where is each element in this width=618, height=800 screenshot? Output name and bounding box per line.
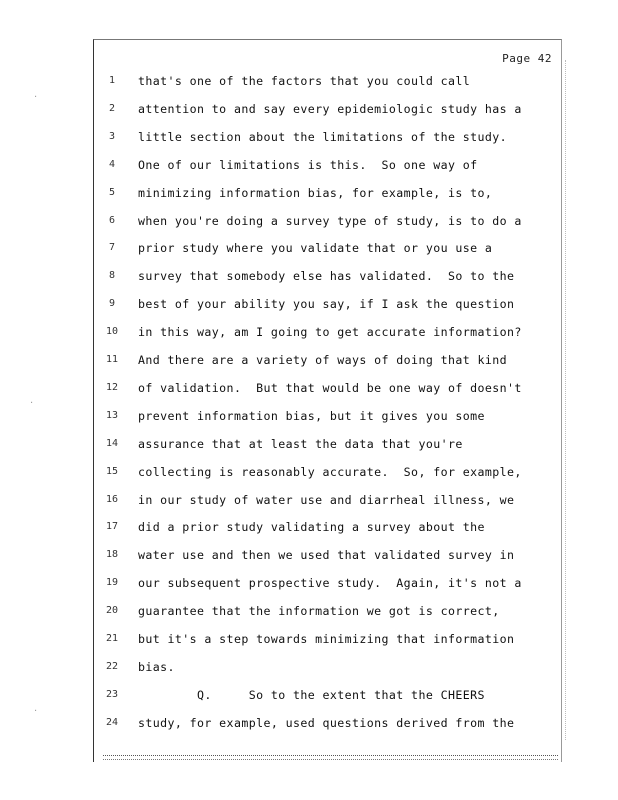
transcript-line [103, 100, 553, 118]
line-text: One of our limitations is this. So one way of [138, 157, 478, 172]
line-text: of validation. But that would be one way of doesn't [138, 380, 522, 395]
line-text: best of your ability you say, if I ask the question [138, 297, 515, 312]
line-text: bias. [138, 659, 175, 674]
line-text: in our study of water use and diarrheal illness, we [138, 492, 515, 507]
transcript-line [103, 518, 553, 536]
line-number: 14 [105, 437, 119, 449]
line-number: 20 [105, 605, 119, 617]
scan-speck: · [34, 706, 38, 717]
line-number: 2 [108, 102, 116, 114]
line-number: 6 [108, 214, 116, 226]
line-text: did a prior study validating a survey about the [138, 520, 485, 535]
line-text: our subsequent prospective study. Again, it's not a [138, 576, 522, 591]
transcript-line [103, 435, 553, 453]
line-text: that's one of the factors that you could call [138, 74, 471, 88]
line-number: 13 [105, 409, 119, 421]
line-number: 10 [105, 326, 119, 338]
transcript-line [103, 686, 553, 704]
line-text: in this way, am I going to get accurate information? [138, 325, 522, 340]
transcript-line [103, 658, 553, 676]
transcript-line [103, 212, 553, 230]
transcript-line [103, 574, 553, 592]
scan-speck: · [30, 398, 34, 409]
line-text: Q. So to the extent that the CHEERS [138, 687, 485, 702]
line-number: 5 [108, 186, 116, 198]
line-number: 18 [105, 549, 119, 561]
line-text: study, for example, used questions derived from the [138, 715, 515, 730]
transcript-line [103, 407, 553, 425]
line-text: minimizing information bias, for example, is to, [138, 185, 493, 200]
scan-speck: · [34, 92, 38, 103]
line-number: 8 [108, 270, 116, 282]
line-number: 12 [105, 381, 119, 393]
line-text: when you're doing a survey type of study, is to do a [138, 213, 522, 228]
line-text: water use and then we used that validated survey in [138, 548, 515, 563]
line-number: 1 [108, 75, 116, 86]
line-text: guarantee that the information we got is correct, [138, 604, 500, 619]
transcript-line [103, 602, 553, 620]
transcript-line [103, 546, 553, 564]
line-text: prevent information bias, but it gives you some [138, 408, 485, 423]
transcript-line [103, 463, 553, 481]
line-number: 21 [105, 633, 119, 644]
transcript-line [103, 156, 553, 174]
line-text: prior study where you validate that or you use a [138, 241, 493, 256]
transcript-line [103, 184, 553, 202]
transcript-line [103, 714, 553, 732]
line-number: 9 [108, 298, 116, 310]
line-number: 22 [105, 660, 119, 672]
transcript-line [103, 239, 553, 257]
line-text: survey that somebody else has validated. So to the [138, 269, 515, 284]
transcript-page-frame [93, 39, 562, 762]
transcript-line [103, 351, 553, 369]
line-number: 17 [105, 521, 119, 533]
line-number: 16 [105, 493, 119, 505]
transcript-line [103, 630, 553, 648]
line-text: attention to and say every epidemiologic study has a [138, 101, 522, 116]
line-text: collecting is reasonably accurate. So, for example, [138, 464, 522, 479]
line-number: 23 [105, 688, 119, 700]
transcript-line [103, 323, 553, 341]
line-number: 4 [108, 158, 116, 170]
transcript-line [103, 267, 553, 285]
transcript-line [103, 72, 553, 90]
scan-edge-noise [559, 60, 566, 740]
transcript-line [103, 295, 553, 313]
transcript-line [103, 379, 553, 397]
line-text: assurance that at least the data that you're [138, 436, 463, 451]
line-number: 3 [108, 130, 116, 142]
line-number: 24 [105, 716, 119, 728]
line-text: but it's a step towards minimizing that information [138, 632, 515, 646]
transcript-line [103, 128, 553, 146]
transcript-line [103, 491, 553, 509]
line-number: 15 [105, 465, 119, 477]
line-number: 11 [105, 354, 119, 365]
page-number: Page 42 [502, 52, 552, 65]
line-text: And there are a variety of ways of doing that kind [138, 353, 508, 367]
line-number: 7 [108, 242, 116, 254]
line-number: 19 [105, 577, 119, 589]
footer-rule [103, 755, 558, 760]
line-text: little section about the limitations of the study. [138, 129, 508, 144]
